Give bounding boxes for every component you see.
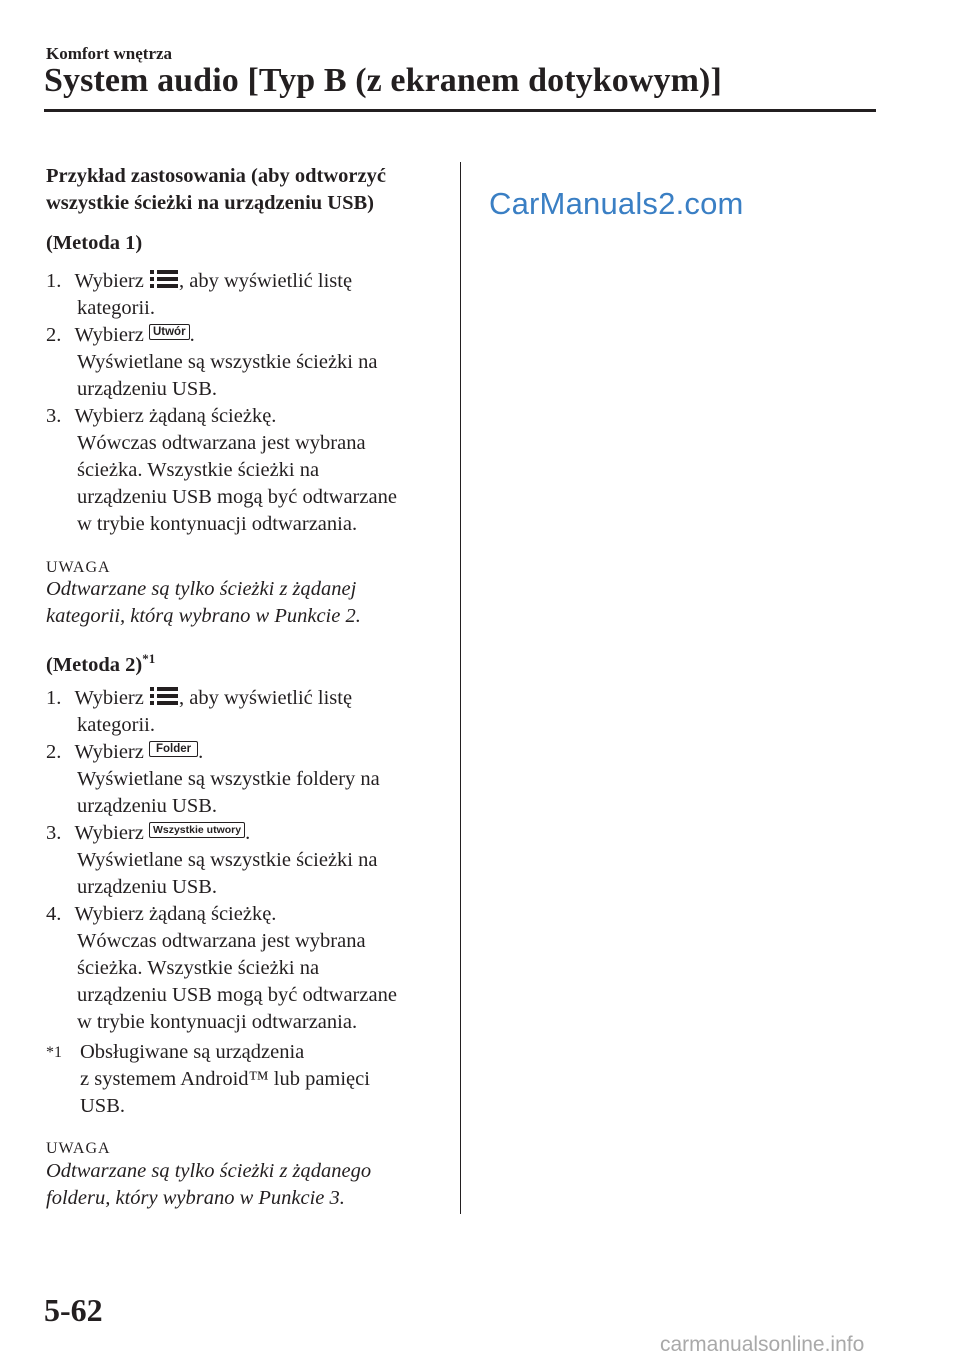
step-text: . bbox=[198, 741, 204, 763]
step-text: . bbox=[245, 822, 251, 844]
example-heading-line1: Przykład zastosowania (aby odtworzyć bbox=[46, 165, 386, 187]
step-number: 1. bbox=[46, 687, 62, 709]
method1-heading: (Metoda 1) bbox=[46, 232, 143, 254]
step-text: Wybierz żądaną ścieżkę. bbox=[74, 903, 277, 925]
m1-step3-line4: urządzeniu USB mogą być odtwarzane bbox=[77, 486, 397, 508]
m1-step3-line3: ścieżka. Wszystkie ścieżki na bbox=[77, 459, 320, 481]
step-number: 1. bbox=[46, 270, 62, 292]
note-text-line1: Odtwarzane są tylko ścieżki z żądanego bbox=[46, 1160, 372, 1182]
list-icon bbox=[149, 268, 179, 290]
m2-step2-line2: Wyświetlane są wszystkie foldery na bbox=[77, 768, 380, 790]
step-number: 4. bbox=[46, 903, 62, 925]
utwor-button: Utwór bbox=[149, 324, 190, 340]
step-text: , aby wyświetlić listę bbox=[178, 270, 353, 292]
footnote-mark: *1 bbox=[46, 1044, 62, 1061]
footnote-line1: Obsługiwane są urządzenia bbox=[80, 1041, 305, 1063]
m2-step4-line2: Wówczas odtwarzana jest wybrana bbox=[77, 930, 366, 952]
note-label: UWAGA bbox=[46, 559, 111, 576]
step-text: , aby wyświetlić listę bbox=[178, 687, 353, 709]
note-text-line2: kategorii, którą wybrano w Punkcie 2. bbox=[46, 605, 361, 627]
m2-step2 bbox=[46, 739, 446, 766]
method2-heading-text: (Metoda 2) bbox=[46, 653, 143, 676]
step-text: Wybierz bbox=[74, 741, 144, 763]
method2-heading bbox=[46, 645, 446, 679]
all-tracks-button: Wszystkie utwory bbox=[149, 822, 245, 838]
step-text: Wybierz bbox=[74, 822, 144, 844]
section-kicker: Komfort wnętrza bbox=[46, 44, 173, 63]
footnote-line2: z systemem Android™ lub pamięci bbox=[80, 1068, 370, 1090]
m2-step4-line3: ścieżka. Wszystkie ścieżki na bbox=[77, 957, 320, 979]
m1-step3 bbox=[46, 403, 446, 430]
note-text-line1: Odtwarzane są tylko ścieżki z żądanej bbox=[46, 578, 357, 600]
page-number: 5-62 bbox=[44, 1292, 103, 1328]
m2-step4-line5: w trybie kontynuacji odtwarzania. bbox=[77, 1011, 358, 1033]
m2-step2-line3: urządzeniu USB. bbox=[77, 795, 218, 817]
m2-step4 bbox=[46, 901, 446, 928]
note-text-line2: folderu, który wybrano w Punkcie 3. bbox=[46, 1187, 345, 1209]
header-divider bbox=[44, 109, 876, 112]
m2-step3-line2: Wyświetlane są wszystkie ścieżki na bbox=[77, 849, 378, 871]
step-text: Wybierz żądaną ścieżkę. bbox=[74, 405, 277, 427]
step-text: Wybierz bbox=[74, 324, 144, 346]
m1-step1 bbox=[46, 268, 446, 295]
page-title: System audio [Typ B (z ekranem dotykowym)] bbox=[44, 62, 722, 99]
step-text: Wybierz bbox=[74, 270, 144, 292]
m1-step1-line2: kategorii. bbox=[77, 297, 155, 319]
m1-step2 bbox=[46, 322, 446, 349]
step-number: 3. bbox=[46, 405, 62, 427]
example-heading-line2: wszystkie ścieżki na urządzeniu USB) bbox=[46, 192, 374, 214]
footnote-reference: *1 bbox=[142, 651, 156, 666]
step-text: Wybierz bbox=[74, 687, 144, 709]
step-number: 2. bbox=[46, 741, 62, 763]
step-number: 2. bbox=[46, 324, 62, 346]
folder-button: Folder bbox=[149, 741, 198, 757]
m2-step4-line4: urządzeniu USB mogą być odtwarzane bbox=[77, 984, 397, 1006]
step-text: . bbox=[189, 324, 195, 346]
m1-step3-line2: Wówczas odtwarzana jest wybrana bbox=[77, 432, 366, 454]
note-label: UWAGA bbox=[46, 1140, 111, 1157]
watermark-link[interactable]: CarManuals2.com bbox=[489, 186, 744, 221]
m1-step3-line5: w trybie kontynuacji odtwarzania. bbox=[77, 513, 358, 535]
footer-watermark: carmanualsonline.info bbox=[660, 1333, 865, 1356]
m2-step1-line2: kategorii. bbox=[77, 714, 155, 736]
list-icon bbox=[149, 685, 179, 707]
m1-step2-line3: urządzeniu USB. bbox=[77, 378, 218, 400]
m2-step3 bbox=[46, 820, 446, 847]
m2-step1 bbox=[46, 685, 446, 712]
step-number: 3. bbox=[46, 822, 62, 844]
footnote-line3: USB. bbox=[80, 1095, 126, 1117]
m2-step3-line3: urządzeniu USB. bbox=[77, 876, 218, 898]
m1-step2-line2: Wyświetlane są wszystkie ścieżki na bbox=[77, 351, 378, 373]
